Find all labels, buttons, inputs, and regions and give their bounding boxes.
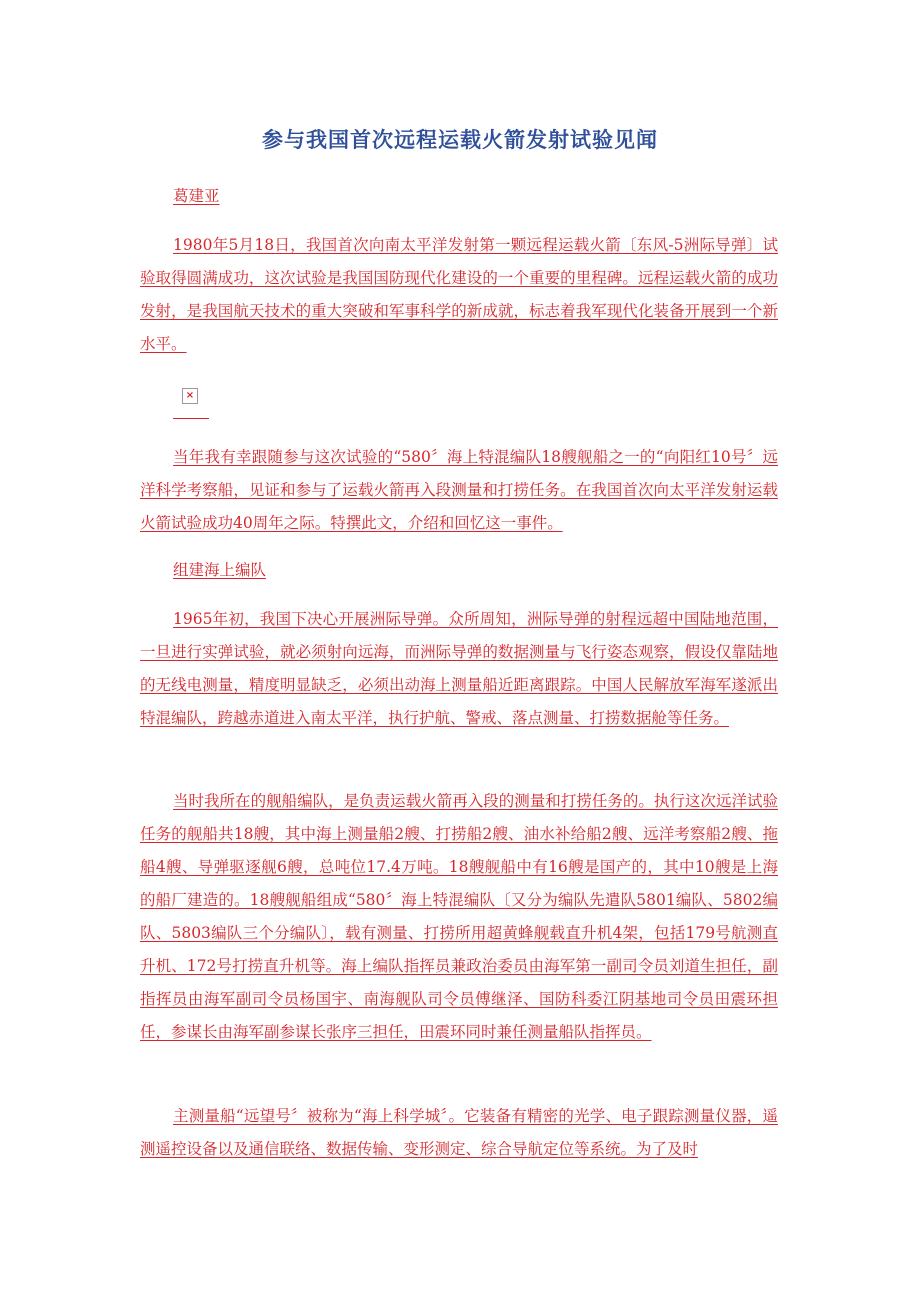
paragraph-background[interactable]: 1965年初，我国下决心开展洲际导弹。众所周知，洲际导弹的射程远超中国陆地范围，一旦进行实弹试验，就必须射向远海，而洲际导弹的数据测量与飞行姿态观察，假设仅靠陆地的无线电测量，精度明显缺乏，必须出动海上测量船近距离跟踪。中国人民解放军海军遂派出特混编队，跨越赤道进入南太平洋，执行护航、警戒、落点测量、打捞数据舱等任务。 <box>140 610 778 727</box>
image-link-underline <box>173 418 209 419</box>
paragraph-survey-ship[interactable]: 主测量船“远望号〞被称为“海上科学城〞。它装备有精密的光学、电子跟踪测量仪器，遥测遥控设备以及通信联络、数据传输、变形测定、综合导航定位等系统。为了及时 <box>140 1107 778 1158</box>
section-heading[interactable]: 组建海上编队 <box>173 561 267 579</box>
document-title: 参与我国首次远程运载火箭发射试验见闻 <box>262 128 658 152</box>
paragraph-fleet[interactable]: 当时我所在的舰船编队，是负责运载火箭再入段的测量和打捞任务的。执行这次远洋试验任务的舰船共18艘，其中海上测量船2艘、打捞船2艘、油水补给船2艘、远洋考察船2艘、拖船4艘、导弹驱逐舰6艘，总吨位17.4万吨。18艘舰船中有16艘是国产的，其中10艘是上海的船厂建造的。18艘舰船组成“580〞海上特混编队〔又分为编队先遣队5801编队、5802编队、5803编队三个分编队〕，载有测量、打捞所用超黄蜂舰载直升机4架，包括179号航测直升机、172号打捞直升机等。海上编队指挥员兼政治委员由海军第一副司令员刘道生担任，副指挥员由海军副司令员杨国宇、南海舰队司令员傅继泽、国防科委江阴基地司令员田震环担任，参谋长由海军副参谋长张序三担任，田震环同时兼任测量船队指挥员。 <box>140 792 778 1041</box>
close-x-glyph: × <box>185 390 195 401</box>
paragraph-intro[interactable]: 1980年5月18日，我国首次向南太平洋发射第一颗远程运载火箭〔东风-5洲际导弹〕试验取得圆满成功，这次试验是我国国防现代化建设的一个重要的里程碑。远程运载火箭的成功发射，是我国航天技术的重大突破和军事科学的新成就，标志着我军现代化装备开展到一个新水平。 <box>140 236 778 353</box>
paragraph-participation[interactable]: 当年我有幸跟随参与这次试验的“580〞海上特混编队18艘舰船之一的“向阳红10号〞远洋科学考察船，见证和参与了运载火箭再入段测量和打捞任务。在我国首次向太平洋发射运载火箭试验成功40周年之际。特撰此文，介绍和回忆这一事件。 <box>140 448 778 532</box>
broken-image-icon[interactable] <box>182 388 198 404</box>
author-name[interactable]: 葛建亚 <box>173 187 220 205</box>
